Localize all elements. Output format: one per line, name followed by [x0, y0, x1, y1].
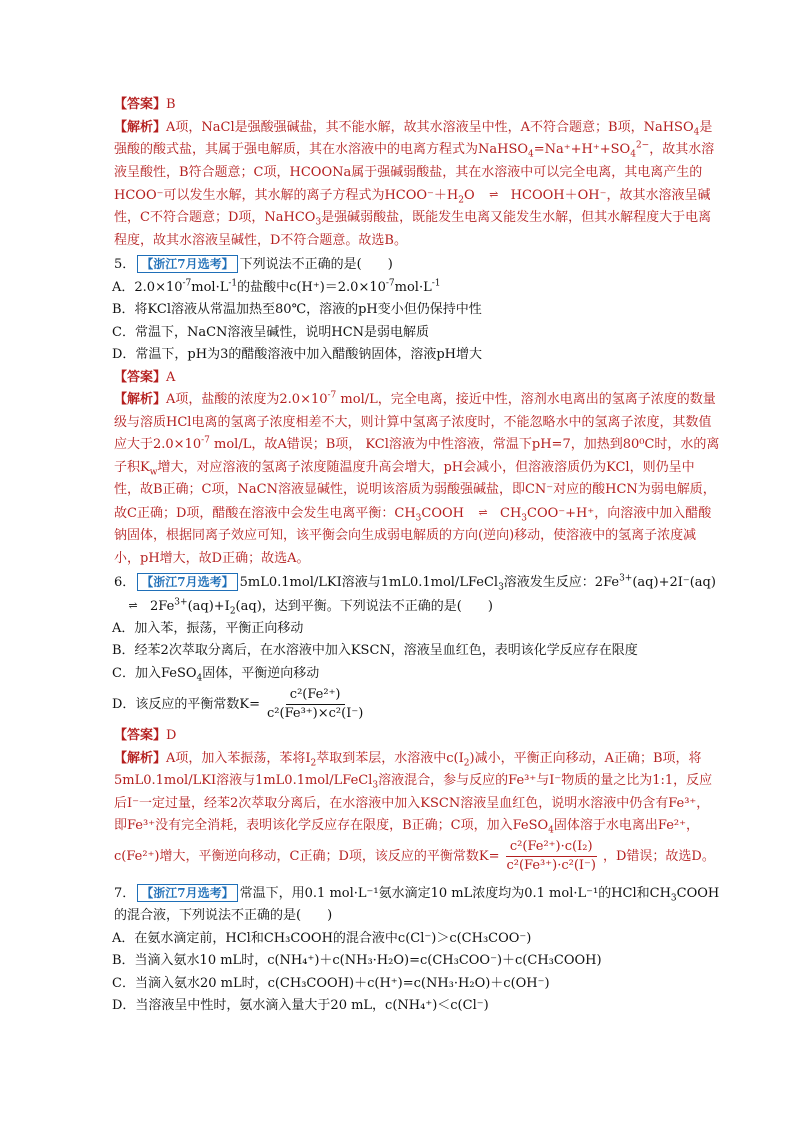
option-text: A．2.0×10: [112, 279, 183, 295]
analysis-text: A项，NaCl是强酸强碱盐，其不能水解，故其水溶液呈中性，A不符合题意；B项，NaHSO: [166, 119, 694, 135]
answer-label: 【答案】: [114, 728, 167, 744]
q7-option-d: D．当溶液呈中性时，氨水滴入量大于20 mL，c(NH₄⁺)＜c(Cl⁻): [112, 998, 489, 1014]
question-text: (aq)，达到平衡。下列说法不正确的是( ): [235, 598, 493, 614]
answer-value: A: [166, 369, 176, 385]
subscript: 3: [521, 513, 528, 524]
question-number: 6．: [114, 575, 136, 590]
fraction-denominator: c²(Fe³⁺)×c²(I⁻): [267, 706, 364, 722]
q7-stem: [100, 883, 720, 928]
question-text: 溶液发生反应：2Fe: [503, 575, 620, 590]
answer-value: D: [166, 728, 177, 744]
q4-answer: [100, 94, 720, 117]
q6-option-a: A．加入苯，振荡，平衡正向移动: [112, 620, 304, 636]
superscript: -7: [385, 278, 395, 289]
subscript: 3: [670, 893, 677, 904]
analysis-text: mol/L，故A错误；B项， KCl溶液为中性溶液，常温下pH=7，加热到80⁰C时，水的离子积K: [114, 437, 720, 475]
superscript: -7: [327, 390, 337, 401]
question-number: 5．: [114, 257, 136, 273]
q6-stem: [100, 572, 720, 618]
subscript: 2: [463, 758, 470, 769]
fraction-denominator: c²(Fe³⁺)·c²(I⁻): [506, 857, 596, 873]
analysis-text: COOH: [421, 505, 464, 521]
subscript: 4: [528, 149, 534, 160]
subscript: 3: [315, 217, 322, 228]
answer-label: 【答案】: [114, 369, 167, 385]
q5-answer: [100, 367, 720, 390]
superscript: -7: [182, 278, 192, 289]
question-text: 5mL0.1mol/LKI溶液与1mL0.1mol/LFeCl: [239, 575, 499, 590]
analysis-text: 是强碱弱酸盐，既能发生电离又能发生水解，但其水解程度大于电离程度，故其水溶液呈碱性，D不符合题意。故选B。: [114, 210, 712, 248]
analysis-text: COO⁻+H⁺，向溶液中加入醋酸钠固体，根据同离子效应可知，该平衡会向生成弱电解质的方向(逆向)移动，使溶液中的氢离子浓度减小，pH增大，故D正确；故选A。: [114, 505, 712, 566]
option-text: mol·L: [394, 279, 432, 295]
superscript: 3+: [174, 596, 188, 607]
question-text: COOH的混合液，下列说法不正确的是( ): [114, 885, 720, 924]
question-text: 常温下，用0.1 mol·L⁻¹氨水滴定10 mL浓度均为0.1 mol·L⁻¹的HCl和CH: [239, 885, 671, 901]
q5-analysis: [100, 389, 720, 570]
option-text: mol·L: [191, 279, 229, 295]
document-page: [100, 94, 720, 1018]
q6-answer: [100, 725, 720, 748]
option-text: 的盐酸中c(H⁺)＝2.0×10: [237, 279, 386, 295]
analysis-text: 固体溶于水电离出Fe²⁺，c(Fe²⁺)增大，平衡逆向移动，C正确；D项，该反应的平衡常数K=: [114, 818, 699, 864]
analysis-text: 萃取到苯层，水溶液中c(I: [316, 750, 464, 766]
subscript: 3: [498, 582, 504, 593]
analysis-text: ，D错误；故选D。: [602, 848, 715, 864]
option-text: D．该反应的平衡常数K=: [112, 697, 261, 713]
subscript: 2: [229, 605, 236, 616]
subscript: w: [149, 467, 158, 478]
analysis-label: 【解析】: [114, 750, 167, 766]
analysis-text: ，故其水溶液呈酸性，B符合题意；C项，HCOONa属于强碱弱酸盐，其在水溶液中可以完全电离，其电离产生的HCOO⁻可以发生水解，其水解的离子方程式为HCOO⁻＋H: [114, 142, 715, 203]
analysis-text: HCOOH＋OH⁻，故其水溶液呈碱性，C不符合题意；D项，NaHCO: [114, 187, 711, 226]
analysis-text: CH: [500, 505, 522, 521]
q6-option-c: [100, 663, 720, 686]
analysis-text: O: [464, 187, 475, 203]
fraction-numerator: c²(Fe²⁺): [286, 686, 345, 705]
superscript: 3+: [619, 573, 633, 584]
question-text: 2Fe: [150, 598, 175, 614]
equilibrium-arrow-icon: ⇌: [478, 505, 486, 519]
source-tag: 【浙江7月选考】: [137, 573, 237, 591]
fraction-numerator: c²(Fe²⁺)·c(I₂): [506, 838, 597, 857]
q5-option-a: [100, 277, 720, 300]
answer-label: 【答案】: [114, 97, 167, 112]
subscript: 4: [693, 127, 700, 138]
q5-option-c: C．常温下，NaCN溶液呈碱性，说明HCN是弱电解质: [112, 324, 430, 340]
analysis-text: A项，加入苯振荡，苯将I: [166, 750, 311, 766]
question-text: 下列说法不正确的是( ): [239, 257, 393, 273]
equilibrium-constant-fraction: [263, 686, 367, 723]
option-text: 固体，平衡逆向移动: [202, 665, 320, 681]
q4-analysis: [100, 117, 720, 253]
q5-stem: [100, 254, 720, 277]
subscript: 4: [548, 825, 554, 836]
superscript: -1: [431, 278, 441, 289]
q6-option-b: B．经苯2次萃取分离后，在水溶液中加入KSCN，溶液呈血红色，表明该化学反应存在限度: [112, 643, 638, 659]
source-tag: 【浙江7月选考】: [137, 255, 237, 273]
q5-option-d: D．常温下，pH为3的醋酸溶液中加入醋酸钠固体，溶液pH增大: [112, 347, 483, 363]
q6-option-d: [100, 685, 720, 725]
analysis-text: =Na⁺+H⁺+SO: [533, 142, 631, 157]
subscript: 2: [310, 758, 317, 769]
subscript: 4: [196, 673, 203, 684]
q7-option-b: B．当滴入氨水10 mL时，c(NH₄⁺)＋c(NH₃·H₂O)=c(CH₃COO⁻)＋c(CH₃COOH): [112, 953, 602, 969]
equilibrium-arrow-icon: ⇌: [128, 598, 136, 612]
question-number: 7．: [114, 885, 136, 901]
equilibrium-arrow-icon: ⇌: [489, 188, 497, 201]
analysis-text: mol/L，完全电离，接近中性，溶剂水电离出的氢离子浓度的数量级与溶质HCl电离的氢离子浓度相差不大，则计算中氢离子浓度时，不能忽略水中的氢离子浓度，其数值应大于2.0×10: [114, 392, 716, 453]
question-text: (aq)+I: [187, 598, 230, 614]
analysis-text: 是强酸的酸式盐，其属于强电解质，其在水溶液中的电离方程式为NaHSO: [114, 119, 713, 157]
answer-value: B: [166, 97, 176, 112]
option-text: C．加入FeSO: [112, 665, 197, 681]
analysis-label: 【解析】: [114, 392, 167, 408]
subscript: 3: [415, 513, 422, 524]
analysis-text: )减小，平衡正向移动，A正确；B项，将5mL0.1mol/LKI溶液与1mL0.1mol/LFeCl: [114, 750, 702, 789]
analysis-text: 增大，对应溶液的氢离子浓度随温度升高会增大，pH会减小，但溶液溶质仍为KCl，则仍呈中性，故B正确；C项，NaCN溶液显碱性，说明该溶质为弱酸强碱盐，即CN⁻对应的酸HCN为弱电解质，故C正确；D项，醋酸在溶液中会发生电离平衡：CH: [114, 459, 716, 521]
superscript: -7: [201, 435, 210, 446]
q5-option-b: B．将KCl溶液从常温加热至80℃，溶液的pH变小但仍保持中性: [112, 302, 482, 318]
q6-analysis: [100, 748, 720, 875]
question-text: (aq)+2I⁻(aq): [632, 575, 716, 590]
q7-option-c: C．当滴入氨水20 mL时，c(CH₃COOH)＋c(H⁺)=c(NH₃·H₂O)＋c(OH⁻): [112, 975, 550, 991]
analysis-text: A项，盐酸的浓度为2.0×10: [166, 392, 328, 408]
analysis-label: 【解析】: [114, 119, 167, 135]
subscript: 2: [458, 195, 464, 206]
subscript: 4: [630, 149, 636, 160]
subscript: 3: [372, 780, 379, 791]
equilibrium-constant-fraction: [502, 838, 599, 875]
q7-option-a: A．在氨水滴定前，HCl和CH₃COOH的混合液中c(Cl⁻)＞c(CH₃COO⁻): [112, 930, 532, 946]
superscript: -1: [228, 278, 238, 289]
analysis-text: 溶液混合，参与反应的Fe³⁺与I⁻物质的量之比为1:1，反应后I⁻一定过量，经苯2次萃取分离后，在水溶液中加入KSCN溶液呈血红色，说明水溶液中仍含有Fe³⁺，即Fe³⁺没有完全消耗，表明该化学反应存在限度，B正确；C项，加入FeSO: [114, 773, 713, 834]
superscript: 2−: [635, 140, 650, 151]
source-tag: 【浙江7月选考】: [137, 884, 237, 902]
